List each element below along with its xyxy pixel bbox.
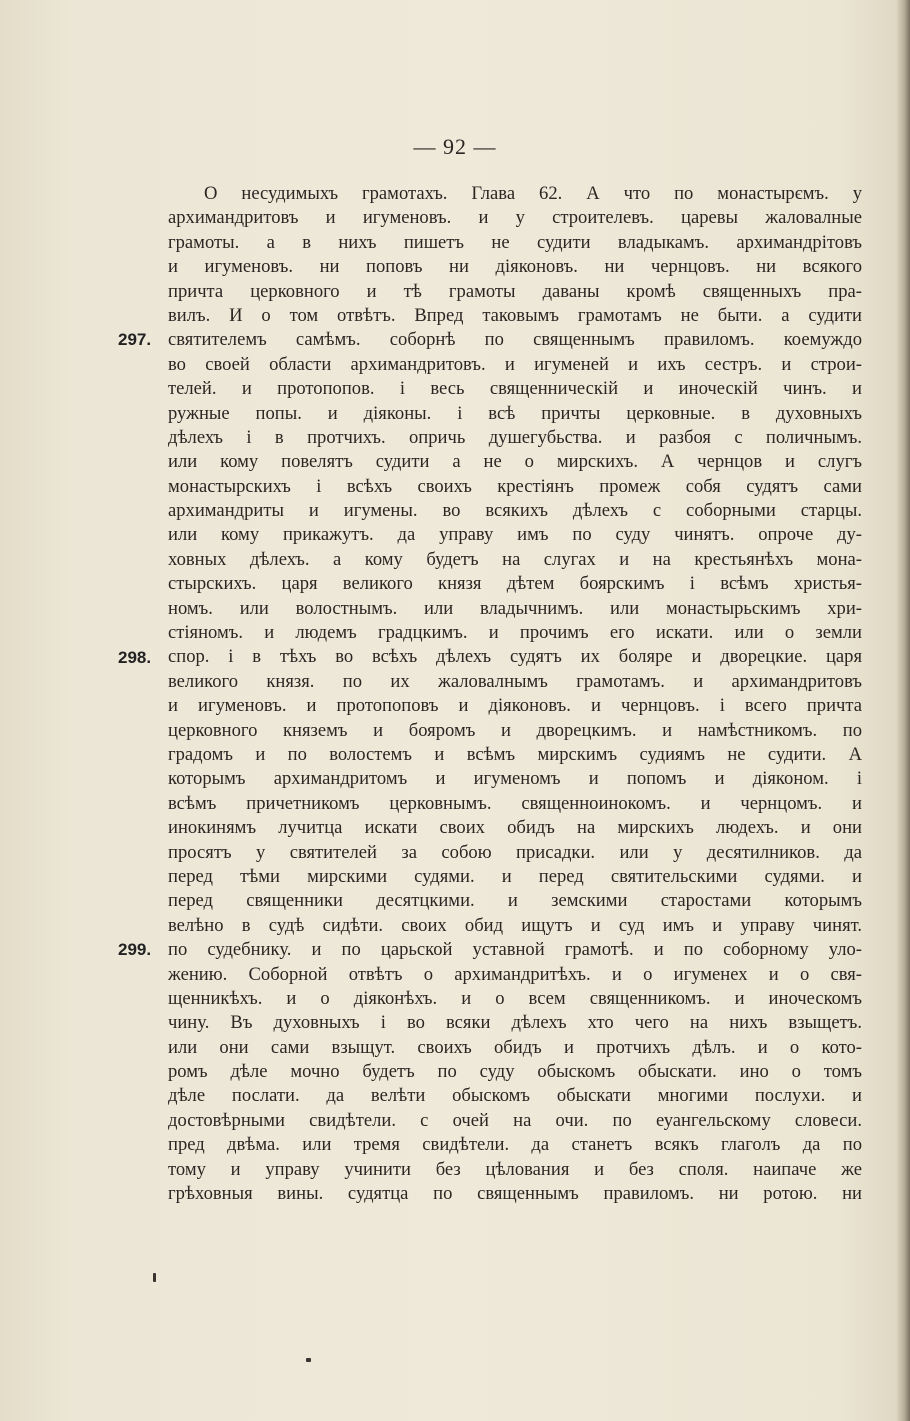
text-line: святителемъ самѣмъ. соборнѣ по священнымъ правиломъ. коемуждо [168,329,862,351]
text-line: грамоты. а в нихъ пишетъ не судити владыкамъ. архимандрiтовъ [168,231,862,253]
text-line: просятъ у святителей за собою присадки. или у десятилников. да [168,841,862,863]
text-line: вилъ. И о том отвѣтъ. Впред таковымъ грамотамъ не быти. а судити [168,304,862,326]
text-line: чину. Въ духовныхъ i во всяки дѣлехъ хто чего на нихъ взыщетъ. [168,1012,862,1034]
text-line: во своей области архимандритовъ. и игуменей и ихъ сестръ. и строи- [168,353,862,375]
ink-speck [306,1358,311,1362]
page-binding-shadow [896,0,910,1421]
text-line: ромъ дѣле мочно будетъ по суду обыскомъ обыскати. ино о томъ [168,1061,862,1083]
text-line: по судебнику. и по царьской уставной грамотѣ. и по соборному уло- [168,939,862,961]
text-line: грѣховныя вины. судятца по священнымъ правиломъ. ни ротою. ни [168,1183,862,1205]
text-line: и игуменовъ. ни поповъ ни дiяконовъ. ни чернцовъ. ни всякого [168,256,862,278]
text-line: ховных дѣлехъ. а кому будетъ на слугах и на крестьянѣхъ мона- [168,548,862,570]
text-line: причта церковного и тѣ грамоты даваны кромѣ священныхъ пра- [168,280,862,302]
text-line: ружные попы. и дiяконы. i всѣ причты церковные. в духовныхъ [168,402,862,424]
text-line: или кому прикажутъ. да управу имъ по суду чинятъ. опроче ду- [168,524,862,546]
text-line: градомъ и по волостемъ и всѣмъ мирскимъ судиямъ не судити. А [168,743,862,765]
margin-number: 298. [118,647,152,667]
text-line: дѣле послати. да велѣти обыскомъ обыскати многими послухи. и [168,1085,862,1107]
text-line: перед тѣми мирскими судями. и перед святительскими судями. и [168,865,862,887]
text-line: велѣно в судѣ сидѣти. своих обид ищутъ и суд имъ и управу чинят. [168,914,862,936]
text-line: пред двѣма. или тремя свидѣтели. да станетъ всякъ глаголъ да по [168,1134,862,1156]
text-line: или они сами взыщут. своихъ обидъ и протчихъ дѣлъ. и о кото- [168,1036,862,1058]
text-line: О несудимыхъ грамотахъ. Глава 62. А что по монастырємъ. у [204,183,862,204]
text-line: архимандриты и игумены. во всякихъ дѣлехъ с соборными старцы. [168,500,862,522]
text-line: тому и управу учинити без цѣлования и без споля. наипаче же [168,1158,862,1180]
text-line: жению. Соборной отвѣтъ о архимандритѣхъ. и о игуменех и о свя- [168,963,862,985]
text-line: щенникѣхъ. и о дiяконѣхъ. и о всем священникомъ. и иноческомъ [168,987,862,1009]
text-line: достовѣрными свидѣтели. с очей на очи. по еуангельскому словеси. [168,1109,862,1131]
text-line: и игуменовъ. и протопоповъ и дiяконовъ. и чернцовъ. i всего причта [168,695,862,717]
text-line: великого князя. по их жаловалнымъ грамотамъ. и архимандритовъ [168,670,862,692]
text-line: или кому повелятъ судити а не о мирскихъ. А чернцов и слугъ [168,451,862,473]
text-line: перед священники десятцкими. и земскими старостами которымъ [168,890,862,912]
text-line: дѣлехъ i в протчихъ. опричь душегубьства. и разбоя с поличнымъ. [168,426,862,448]
text-line: стiяномъ. и людемъ градцкимъ. и прочимъ его искати. или о земли [168,622,862,644]
text-line: стырскихъ. царя великого князя дѣтем боярскимъ i всѣмъ христья- [168,573,862,595]
text-line: архимандритовъ и игуменовъ. и у строителевъ. царевы жаловалные [168,207,862,229]
text-line: спор. i в тѣхъ во всѣхъ дѣлехъ судятъ их боляре и дворецкие. царя [168,646,862,668]
margin-number: 299. [118,940,152,960]
text-line: монастырскихъ i всѣхъ своихъ крестiянъ промеж собя судятъ сами [168,475,862,497]
page-number: — 92 — [413,134,497,159]
margin-number: 297. [118,330,152,350]
text-line: инокинямъ лучитца искати своих обидъ на мирскихъ людехъ. и они [168,817,862,839]
body-text [168,182,862,1206]
text-line: телей. и протопопов. i весь священническiй и иноческiй чинъ. и [168,378,862,400]
ink-speck [153,1273,156,1282]
text-line: номъ. или волостнымъ. или владычнимъ. или монастырьскимъ хри- [168,597,862,619]
text-line: всѣмъ причетникомъ церковнымъ. священноинокомъ. и чернцомъ. и [168,792,862,814]
text-line: которымъ архимандритомъ и игуменомъ и попомъ и дiяконом. i [168,768,862,790]
text-line: церковного княземъ и бояромъ и дворецкимъ. и намѣстникомъ. по [168,719,862,741]
